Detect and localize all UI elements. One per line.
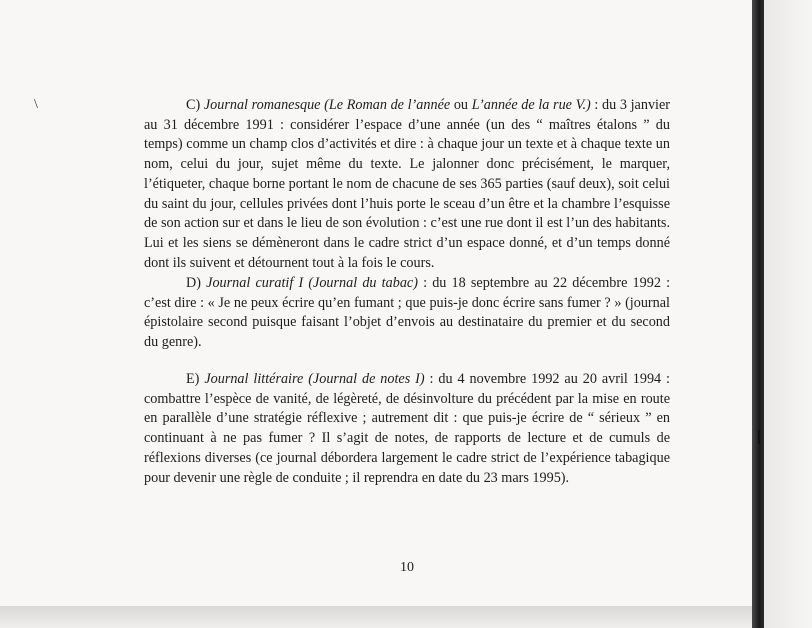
page-number: 10 [400,560,414,575]
adjacent-page-edge [764,0,812,628]
entry-d-label: D) [186,275,201,291]
entry-c-title-a: Journal romanesque (Le Roman de l’année [203,97,451,113]
entry-c-body: : du 3 janvier au 31 décembre 1991 : considérer l’espace d’une année (un des “ maîtres étalons ” du temps) comme un champ clos d’activités et dire : à chaque jour un texte et à chaque texte un nom, celui du jour, sujet même du texte. Le jalonner donc précisément, le marquer, l’étiqueter, chaque borne portant le nom de chacune de ses 365 parties (sauf deux), soit celui du saint du jour, cellules privées dont l’huis porte le sceau d’un être et la chambre l’esquisse de son action sur et dans le lieu de son évolution : c’est une rue dont il est l’un des habitants. Lui et les siens se démèneront dans le cadre strict d’un espace donné, et d’un temps donné dont ils suivent et détournent tout à la fois le cours. [144,97,671,271]
entry-e-label: E) [186,371,200,387]
entry-c-title-b: L’année de la rue V.) [471,97,591,113]
entry-d-paragraph [144,274,670,353]
entry-e-title: Journal littéraire (Journal de notes I) [204,371,425,387]
entry-d-title: Journal curatif I (Journal du tabac) [206,275,418,291]
entry-c-label: C) [186,97,201,113]
entry-e-body: : du 4 novembre 1992 au 20 avril 1994 : combattre l’espèce de vanité, de légèreté, de désinvolture du précédent par la mise en route en parallèle d’une stratégie réflexive ; autrement dit : que puis-je écrire de “ sérieux ” en continuant à ne pas fumer ? Il s’agit de notes, de rapports de lecture et de cumuls de réflexions diverses (ce journal débordera largement le cadre strict de l’expérience tabagique pour devenir une règle de conduite ; il reprendra en date du 23 mars 1995). [144,371,670,486]
book-gutter-edge [752,0,764,628]
margin-mark: \ [34,97,38,112]
entry-c-paragraph [144,96,670,273]
page-bottom-shadow [0,606,760,628]
entry-e-paragraph [144,370,670,488]
entry-d-body: : du 18 septembre au 22 décembre 1992 : c’est dire : « Je ne peux écrire qu’en fumant ; que puis-je donc écrire sans fumer ? » (journal épistolaire second puisque faisant l’objet d’envois au destinataire du premier et du second du genre). [144,275,671,351]
entry-c-title-join: ou [450,97,472,113]
gutter-mark [758,430,760,444]
